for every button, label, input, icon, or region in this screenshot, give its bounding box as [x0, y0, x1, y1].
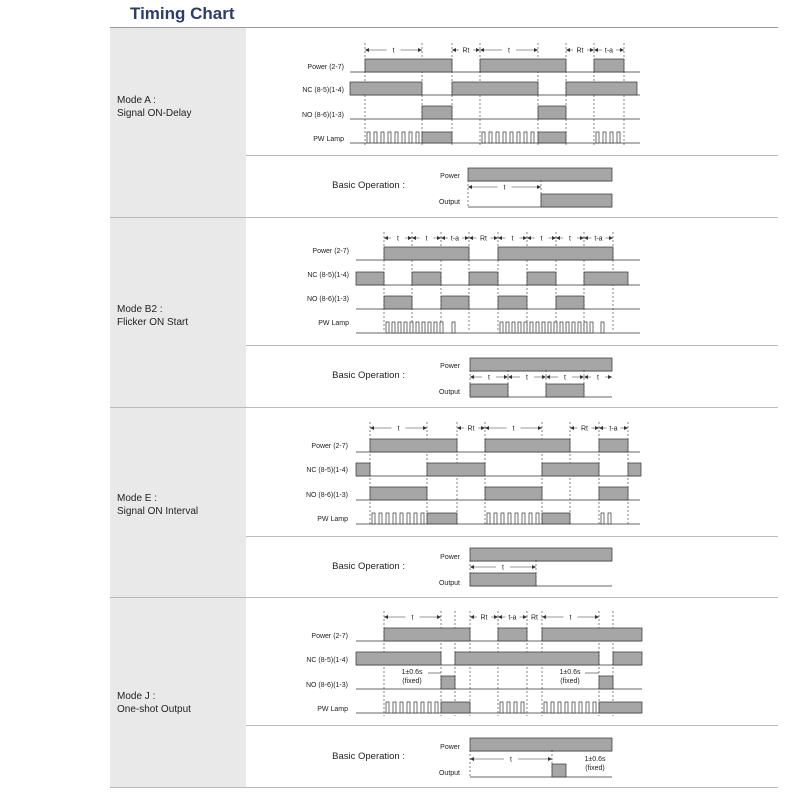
mode-a-ta-arrow-right	[620, 48, 624, 52]
mode-b2-basic-t-arrow-right	[504, 375, 508, 379]
mode-e-power-pulse	[370, 439, 457, 452]
mode-b2-t-arrow-left	[556, 236, 560, 240]
mode-b2-lamp-blink	[440, 322, 443, 333]
mode-a-t1-label: t	[392, 47, 395, 55]
mode-b2-nc-pulse	[469, 272, 498, 285]
mode-j-lamp-blink	[558, 702, 561, 713]
mode-j-basic-fixed-sub: (fixed)	[585, 765, 605, 772]
mode-b2-t-label: t	[425, 235, 428, 243]
mode-a-rt1-arrow-right	[476, 48, 480, 52]
mode-j-basic-t-arrow-left	[470, 757, 474, 761]
mode-b2-lamp-blink	[392, 322, 395, 333]
mode-a-lamp-blink	[388, 132, 391, 143]
mode-e-basic-power-label: Power	[440, 554, 460, 561]
mode-e-no-pulse	[370, 487, 427, 500]
mode-e-ta-label: t-a	[609, 425, 618, 433]
mode-a-basic-title: Basic Operation :	[332, 180, 405, 191]
mode-b2-t-arrow-right	[580, 236, 584, 240]
mode-e-power-pulse	[599, 439, 628, 452]
mode-a-lamp-on	[538, 132, 566, 143]
mode-a-basic-t-arrow-left	[468, 185, 472, 189]
mode-j-basic-t-label: t	[510, 756, 512, 764]
mode-b2-t-arrow-left	[384, 236, 388, 240]
mode-e-lamp-blink	[508, 513, 511, 524]
mode-b2-power-pulse	[384, 247, 469, 260]
mode-a-power-pulse	[365, 59, 452, 72]
mode-j-power-label: Power (2-7)	[311, 633, 348, 640]
mode-a-t2-label: t	[508, 47, 510, 55]
mode-b2-t-arrow-right	[523, 236, 527, 240]
mode-e-basic-power-pulse	[470, 548, 612, 561]
mode-e-name: Signal ON Interval	[117, 506, 199, 517]
mode-b2-nc-pulse	[584, 272, 628, 285]
mode-b2-no-pulse	[384, 296, 412, 309]
mode-j-t1-arrow-left	[384, 615, 388, 619]
mode-j-lamp-blink	[407, 702, 410, 713]
mode-j-no-pulse	[441, 676, 455, 689]
mode-a-lamp-blink	[496, 132, 499, 143]
mode-e-ta-arrow-left	[599, 426, 603, 430]
mode-j-lamp-blink	[386, 702, 389, 713]
mode-b2-ta-arrow-right	[465, 236, 469, 240]
mode-a-power-pulse	[480, 59, 566, 72]
mode-j-rt1-label: Rt	[480, 614, 488, 622]
mode-a-lamp-blink	[510, 132, 513, 143]
mode-e-lamp-blink	[372, 513, 375, 524]
mode-a-lamp-blink	[381, 132, 384, 143]
mode-j-t2-arrow-left	[542, 615, 546, 619]
mode-a-rt2-arrow-left	[566, 48, 570, 52]
mode-a-lamp-blink	[617, 132, 620, 143]
mode-b2-t-arrow-left	[498, 236, 502, 240]
mode-a-rt1-label: Rt	[462, 47, 470, 55]
mode-b2-basic-t-label: t	[564, 374, 566, 382]
mode-a-lamp-blink	[402, 132, 405, 143]
mode-j-no-label: NO (8-6)(1-3)	[305, 682, 348, 689]
mode-e-t2-arrow-left	[485, 426, 489, 430]
mode-j-fixed-label-1: 1±0.6s	[401, 669, 423, 676]
mode-b2-t-label: t	[397, 235, 399, 243]
mode-e-nc-pulse	[628, 463, 641, 476]
mode-e-nc-pulse	[542, 463, 599, 476]
mode-b2-lamp-blink	[548, 322, 551, 333]
mode-e-power-pulse	[485, 439, 570, 452]
mode-j-lamp-blink	[521, 702, 524, 713]
mode-b2-lamp-blink	[572, 322, 575, 333]
mode-e-code: Mode E :	[117, 493, 158, 504]
mode-a-lamp-blink	[374, 132, 377, 143]
mode-a-nc-pulse	[350, 82, 422, 95]
mode-a-power-pulse	[594, 59, 624, 72]
mode-b2-ta-arrow-left	[441, 236, 445, 240]
mode-j-rt1-arrow-right	[494, 615, 498, 619]
mode-b2-lamp-label: PW Lamp	[318, 320, 349, 327]
mode-a-nc-pulse	[452, 82, 538, 95]
mode-b2-basic-t-arrow-left	[584, 375, 588, 379]
mode-a-nc-label: NC (8-5)(1-4)	[302, 87, 344, 94]
mode-e-power-label: Power (2-7)	[311, 443, 348, 450]
mode-b2-lamp-blink	[512, 322, 515, 333]
mode-a-basic-output-pulse	[541, 194, 612, 207]
mode-j-lamp-on	[441, 702, 470, 713]
mode-b2-t-arrow-left	[412, 236, 416, 240]
mode-j-rt1-arrow-left	[470, 615, 474, 619]
mode-a-lamp-blink	[517, 132, 520, 143]
mode-b2-basic-title: Basic Operation :	[332, 370, 405, 381]
mode-b2-lamp-blink	[530, 322, 533, 333]
mode-a-ta-label: t-a	[604, 47, 614, 55]
mode-e-basic-t-arrow-left	[470, 565, 474, 569]
mode-j-ta-arrow-left	[498, 615, 502, 619]
mode-e-rt1-label: Rt	[467, 425, 475, 433]
mode-j-lamp-blink	[565, 702, 568, 713]
mode-j-t2-label: t	[569, 614, 572, 622]
mode-a-lamp-blink	[610, 132, 613, 143]
mode-e-lamp-blink	[529, 513, 532, 524]
mode-j-power-pulse	[384, 628, 470, 641]
mode-b2-lamp-blink	[590, 322, 593, 333]
mode-b2-t-label: t	[511, 235, 514, 243]
mode-a-ta-arrow-left	[594, 48, 598, 52]
mode-a-rt2-arrow-right	[590, 48, 594, 52]
mode-a-rt2-label: Rt	[576, 47, 584, 55]
mode-e-lamp-blink	[400, 513, 403, 524]
mode-e-lamp-blink	[407, 513, 410, 524]
mode-j-lamp-blink	[551, 702, 554, 713]
mode-e-nc-pulse	[356, 463, 370, 476]
mode-j-name: One-shot Output	[117, 704, 191, 715]
mode-e-basic-t-label: t	[502, 564, 504, 572]
mode-b2-basic-t-arrow-left	[546, 375, 550, 379]
mode-a-t1-arrow-left	[365, 48, 369, 52]
mode-j-fixed-sub-2: (fixed)	[560, 678, 580, 685]
mode-e-basic-title: Basic Operation :	[332, 561, 405, 572]
mode-b2-no-pulse	[498, 296, 527, 309]
mode-j-ta-label: t-a	[508, 614, 517, 622]
mode-b2-basic-t-label: t	[597, 374, 599, 382]
mode-j-lamp-blink	[579, 702, 582, 713]
mode-a-t2-arrow-left	[480, 48, 484, 52]
mode-j-nc-pulse	[613, 652, 642, 665]
mode-j-basic-output-pulse	[552, 764, 566, 777]
mode-j-t1-arrow-right	[437, 615, 441, 619]
mode-a-basic-t-label: t	[503, 184, 506, 192]
mode-e-t1-label: t	[397, 425, 400, 433]
mode-b2-t-arrow-right	[552, 236, 556, 240]
mode-a-no-pulse	[422, 106, 452, 119]
mode-b2-basic-t-arrow-right	[608, 375, 612, 379]
mode-b2-lamp-blink	[584, 322, 587, 333]
mode-e-rt2-arrow-right	[595, 426, 599, 430]
mode-e-lamp-blink	[522, 513, 525, 524]
mode-b2-lamp-blink	[422, 322, 425, 333]
mode-a-no-label: NO (8-6)(1-3)	[301, 112, 344, 119]
mode-a-lamp-blink	[395, 132, 398, 143]
mode-b2-power-label: Power (2-7)	[312, 248, 349, 255]
mode-b2-basic-t-arrow-left	[508, 375, 512, 379]
mode-a-rt1-arrow-left	[452, 48, 456, 52]
mode-j-basic-power-pulse	[470, 738, 612, 751]
mode-b2-basic-power-pulse	[470, 358, 612, 371]
mode-b2-ta-label: t-a	[450, 235, 460, 243]
mode-a-no-pulse	[538, 106, 566, 119]
mode-b2-t-arrow-left	[527, 236, 531, 240]
mode-e-lamp-blink	[393, 513, 396, 524]
mode-b2-lamp-blink	[566, 322, 569, 333]
mode-j-basic-t-arrow-right	[548, 757, 552, 761]
mode-j-basic-output-label: Output	[438, 770, 460, 777]
mode-a-nc-pulse	[566, 82, 637, 95]
mode-j-basic-fixed-label: 1±0.6s	[584, 756, 606, 763]
mode-b2-t-arrow-right	[408, 236, 412, 240]
mode-j-lamp-blink	[572, 702, 575, 713]
mode-b2-basic-t-label: t	[526, 374, 528, 382]
mode-a-basic-output-label: Output	[438, 199, 460, 206]
mode-b2-nc-label: NC (8-5)(1-4)	[307, 272, 349, 279]
mode-j-lamp-blink	[435, 702, 438, 713]
mode-b2-no-pulse	[556, 296, 584, 309]
mode-b2-lamp-blink	[434, 322, 437, 333]
mode-e-lamp-on	[542, 513, 570, 524]
mode-e-lamp-blink	[414, 513, 417, 524]
mode-e-rt2-arrow-left	[570, 426, 574, 430]
mode-e-rt1-arrow-right	[481, 426, 485, 430]
mode-b2-t-arrow-right	[437, 236, 441, 240]
mode-a-lamp-blink	[503, 132, 506, 143]
mode-e-lamp-blink	[515, 513, 518, 524]
mode-e-lamp-blink	[421, 513, 424, 524]
mode-j-lamp-blink	[393, 702, 396, 713]
mode-e-lamp-blink	[386, 513, 389, 524]
mode-b2-t-label: t	[540, 235, 543, 243]
mode-j-lamp-blink	[507, 702, 510, 713]
mode-j-fixed-label-2: 1±0.6s	[559, 669, 581, 676]
mode-b2-ta-label: t-a	[594, 235, 603, 243]
mode-a-lamp-blink	[524, 132, 527, 143]
mode-j-lamp-blink	[428, 702, 431, 713]
mode-j-nc-pulse	[356, 652, 441, 665]
mode-b2-no-pulse	[441, 296, 469, 309]
mode-b2-nc-pulse	[412, 272, 441, 285]
mode-b2-nc-pulse	[527, 272, 556, 285]
mode-b2-name: Flicker ON Start	[117, 317, 189, 328]
mode-j-nc-label: NC (8-5)(1-4)	[306, 657, 348, 664]
mode-e-nc-label: NC (8-5)(1-4)	[306, 467, 348, 474]
mode-a-name: Signal ON-Delay	[117, 108, 192, 119]
mode-e-basic-output-pulse	[470, 573, 536, 586]
mode-e-lamp-label: PW Lamp	[317, 516, 348, 523]
mode-j-lamp-blink	[514, 702, 517, 713]
mode-b2-nc-pulse	[356, 272, 384, 285]
mode-b2-ta-arrow-right	[609, 236, 613, 240]
mode-a-t2-arrow-right	[534, 48, 538, 52]
mode-j-lamp-blink	[544, 702, 547, 713]
mode-j-power-pulse	[542, 628, 642, 641]
mode-e-t2-arrow-right	[538, 426, 542, 430]
mode-e-no-pulse	[485, 487, 542, 500]
mode-b2-power-pulse	[498, 247, 613, 260]
mode-e-lamp-blink	[608, 513, 611, 524]
mode-a-lamp-blink	[596, 132, 599, 143]
mode-a-lamp-blink	[482, 132, 485, 143]
mode-a-t1-arrow-right	[418, 48, 422, 52]
mode-b2-t-label: t	[569, 235, 571, 243]
mode-j-lamp-blink	[593, 702, 596, 713]
mode-j-t1-label: t	[411, 614, 414, 622]
mode-b2-lamp-blink	[500, 322, 503, 333]
mode-b2-lamp-blink	[601, 322, 604, 333]
mode-a-lamp-blink	[416, 132, 419, 143]
mode-b2-lamp-blink	[578, 322, 581, 333]
mode-b2-lamp-blink	[506, 322, 509, 333]
mode-a-lamp-blink	[489, 132, 492, 143]
mode-b2-lamp-blink	[536, 322, 539, 333]
mode-e-basic-output-label: Output	[438, 580, 460, 587]
mode-e-rt1-arrow-left	[457, 426, 461, 430]
mode-b2-basic-power-label: Power	[440, 363, 460, 370]
mode-j-lamp-label: PW Lamp	[317, 706, 348, 713]
mode-b2-lamp-blink	[518, 322, 521, 333]
mode-a-power-label: Power (2-7)	[307, 64, 344, 71]
mode-j-power-pulse	[498, 628, 527, 641]
mode-j-no-pulse	[599, 676, 613, 689]
mode-j-basic-power-label: Power	[440, 744, 460, 751]
mode-e-nc-pulse	[427, 463, 485, 476]
mode-j-lamp-on	[599, 702, 642, 713]
mode-b2-lamp-blink	[560, 322, 563, 333]
mode-j-lamp-blink	[421, 702, 424, 713]
mode-b2-basic-t-arrow-right	[580, 375, 584, 379]
mode-b2-basic-output-label: Output	[438, 389, 460, 396]
mode-b2-basic-t-arrow-left	[470, 375, 474, 379]
mode-e-lamp-blink	[487, 513, 490, 524]
mode-e-lamp-blink	[501, 513, 504, 524]
mode-a-lamp-on	[422, 132, 452, 143]
mode-j-ta-arrow-right	[523, 615, 527, 619]
mode-e-t1-arrow-right	[423, 426, 427, 430]
mode-b2-basic-t-label: t	[488, 374, 490, 382]
mode-e-rt2-label: Rt	[581, 425, 588, 433]
mode-b2-no-label: NO (8-6)(1-3)	[306, 296, 349, 303]
mode-a-code: Mode A :	[117, 95, 156, 106]
mode-j-code: Mode J :	[117, 691, 156, 702]
mode-b2-lamp-blink	[554, 322, 557, 333]
mode-b2-basic-output-pulse	[546, 384, 584, 397]
mode-j-lamp-blink	[500, 702, 503, 713]
mode-e-ta-arrow-right	[624, 426, 628, 430]
mode-b2-basic-t-arrow-right	[542, 375, 546, 379]
mode-e-no-pulse	[599, 487, 628, 500]
mode-a-lamp-blink	[531, 132, 534, 143]
mode-e-no-label: NO (8-6)(1-3)	[305, 492, 348, 499]
mode-j-basic-title: Basic Operation :	[332, 751, 405, 762]
mode-b2-lamp-blink	[404, 322, 407, 333]
mode-e-lamp-blink	[536, 513, 539, 524]
mode-b2-lamp-blink	[410, 322, 413, 333]
mode-b2-rt-label: Rt	[480, 235, 487, 243]
mode-a-basic-power-label: Power	[440, 173, 460, 180]
mode-e-lamp-blink	[601, 513, 604, 524]
mode-j-rt2-label: Rt	[531, 614, 538, 622]
mode-e-lamp-blink	[494, 513, 497, 524]
mode-b2-ta-arrow-left	[584, 236, 588, 240]
mode-b2-code: Mode B2 :	[117, 304, 163, 315]
mode-b2-lamp-blink	[386, 322, 389, 333]
mode-b2-lamp-blink	[524, 322, 527, 333]
mode-j-lamp-blink	[400, 702, 403, 713]
mode-a-lamp-label: PW Lamp	[313, 136, 344, 143]
mode-b2-lamp-blink	[416, 322, 419, 333]
mode-a-lamp-blink	[367, 132, 370, 143]
mode-e-lamp-blink	[379, 513, 382, 524]
mode-e-basic-t-arrow-right	[532, 565, 536, 569]
mode-e-t1-arrow-left	[370, 426, 374, 430]
mode-b2-lamp-blink	[542, 322, 545, 333]
mode-b2-lamp-blink	[398, 322, 401, 333]
mode-b2-rt-arrow-left	[469, 236, 473, 240]
mode-j-lamp-blink	[586, 702, 589, 713]
mode-a-lamp-blink	[409, 132, 412, 143]
mode-e-lamp-on	[427, 513, 457, 524]
mode-j-fixed-sub-1: (fixed)	[402, 678, 422, 685]
mode-j-nc-pulse	[455, 652, 599, 665]
mode-j-lamp-blink	[414, 702, 417, 713]
mode-j-t2-arrow-right	[595, 615, 599, 619]
mode-b2-lamp-blink	[428, 322, 431, 333]
mode-a-basic-t-arrow-right	[537, 185, 541, 189]
mode-b2-lamp-blink	[452, 322, 455, 333]
mode-a-lamp-blink	[603, 132, 606, 143]
mode-b2-rt-arrow-right	[494, 236, 498, 240]
mode-a-basic-power-pulse	[468, 168, 612, 181]
mode-b2-basic-output-pulse	[470, 384, 508, 397]
page-title: Timing Chart	[130, 4, 235, 23]
mode-e-t2-label: t	[512, 425, 515, 433]
